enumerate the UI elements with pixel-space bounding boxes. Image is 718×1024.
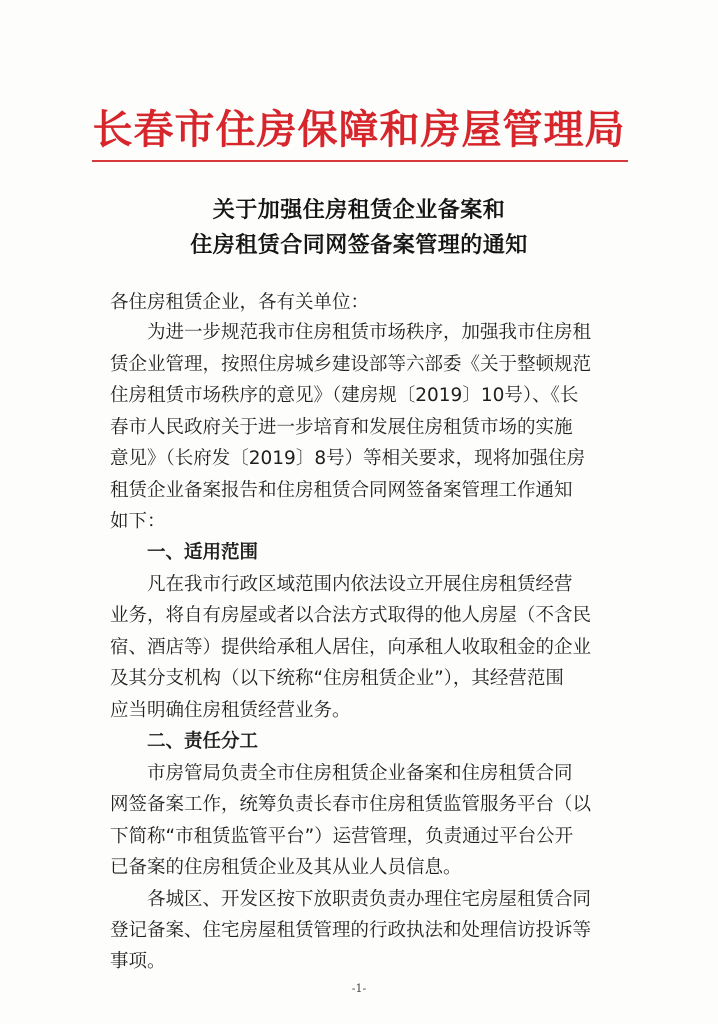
section1-line: 应当明确住房租赁经营业务。 — [110, 700, 351, 721]
section1-line: 凡在我市行政区域范围内依法设立开展住房租赁经营 — [147, 574, 573, 595]
letterhead: 长春市住房保障和房屋管理局 — [92, 106, 626, 153]
document-title-line-1: 关于加强住房租赁企业备案和 — [212, 197, 506, 223]
intro-line: 赁企业管理，按照住房城乡建设部等六部委《关于整顿规范 — [110, 354, 592, 375]
intro-line: 春市人民政府关于进一步培育和发展住房租赁市场的实施 — [110, 417, 573, 438]
section-heading-scope: 一、适用范围 — [147, 542, 259, 563]
salutation: 各住房租赁企业，各有关单位： — [110, 292, 370, 313]
section2-line: 网签备案工作，统筹负责长春市住房租赁监管服务平台（以 — [110, 794, 592, 815]
page-number: -1- — [351, 982, 367, 995]
red-rule-divider — [92, 160, 628, 162]
section2-line: 各城区、开发区按下放职责负责办理住宅房屋租赁合同 — [147, 889, 592, 910]
intro-line: 租赁企业备案报告和住房租赁合同网签备案管理工作通知 — [110, 480, 573, 501]
document-title-line-2: 住房租赁合同网签备案管理的通知 — [190, 232, 528, 258]
section1-line: 业务，将自有房屋或者以合法方式取得的他人房屋（不含民 — [110, 605, 592, 626]
intro-line: 为进一步规范我市住房租赁市场秩序，加强我市住房租 — [147, 322, 592, 343]
section1-line: 宿、酒店等）提供给承租人居住，向承租人收取租金的企业 — [110, 637, 592, 658]
section2-line: 事项。 — [110, 951, 166, 972]
section2-line: 市房管局负责全市住房租赁企业备案和住房租赁合同 — [147, 763, 573, 784]
section-heading-responsibility: 二、责任分工 — [147, 731, 259, 752]
intro-line: 住房租赁市场秩序的意见》（建房规〔2019〕10号）、《长 — [110, 385, 579, 406]
intro-line: 意见》（长府发〔2019〕8号）等相关要求，现将加强住房 — [110, 448, 586, 469]
section2-line: 登记备案、住宅房屋租赁管理的行政执法和处理信访投诉等 — [110, 920, 592, 941]
section2-line: 已备案的住房租赁企业及其从业人员信息。 — [110, 857, 462, 878]
intro-line: 如下： — [110, 511, 166, 532]
section1-line: 及其分支机构（以下统称“住房租赁企业”），其经营范围 — [110, 668, 564, 689]
section2-line: 下简称“市租赁监管平台”）运营管理，负责通过平台公开 — [110, 826, 574, 847]
